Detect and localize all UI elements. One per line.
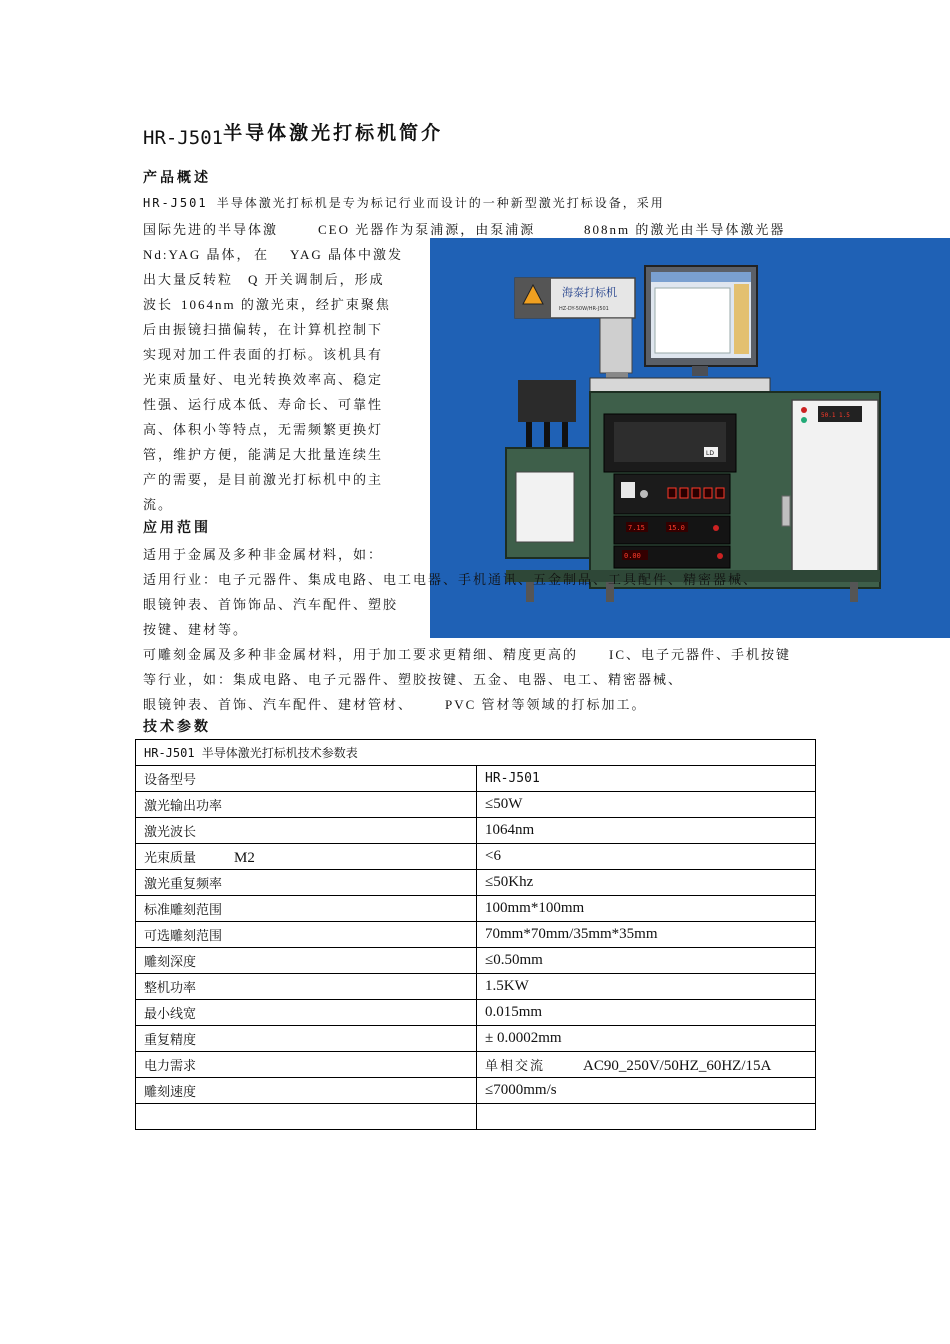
overview-line-2c: YAG 晶体中激发 (290, 247, 403, 262)
spec-value: ≤50W (477, 792, 816, 818)
table-row (136, 1000, 816, 1026)
table-row (136, 1026, 816, 1052)
spec-value: 100mm*100mm (477, 896, 816, 922)
spec-label (136, 1104, 477, 1130)
application-line-3: 按键、建材等。 (143, 623, 249, 638)
overview-heading: 产品概述 (143, 170, 211, 186)
spec-label: 激光重复频率 (136, 870, 477, 896)
readout-3: 0.00 (624, 552, 641, 560)
panel-brand-label: 海泰打标机 (562, 286, 617, 299)
overview-line-1c: 808nm 的激光由半导体激光器 (584, 222, 786, 237)
spec-label: 设备型号 (136, 766, 477, 792)
overview-line-4a: 波长 (143, 298, 174, 313)
spec-value: 1064nm (477, 818, 816, 844)
spec-label: 电力需求 (136, 1052, 477, 1078)
readout-1: 7.15 (628, 524, 645, 532)
spec-value: HR-J501 (477, 766, 816, 792)
spec-label-suffix: M2 (234, 849, 255, 866)
table-row (136, 766, 816, 792)
table-row (136, 1052, 816, 1078)
table-row (136, 974, 816, 1000)
document-title (143, 118, 444, 149)
overview-line-2a: Nd:YAG 晶体， (143, 247, 252, 262)
spec-value: <6 (477, 844, 816, 870)
overview-line-2b: 在 (254, 248, 270, 263)
overview-line-9: 高、体积小等特点，无需频繁更换灯 (143, 423, 384, 438)
overview-line-8: 性强、运行成本低、寿命长、可靠性 (143, 398, 384, 413)
overview-line-0: HR-J501 半导体激光打标机是专为标记行业而设计的一种新型激光打标设备，采用 (143, 196, 665, 210)
overview-line-4b: 1064nm 的激光束，经扩束聚焦 (181, 297, 391, 312)
specs-table (135, 739, 816, 1130)
table-title: HR-J501 半导体激光打标机技术参数表 (136, 740, 816, 766)
spec-value: ≤7000mm/s (477, 1078, 816, 1104)
table-row (136, 1078, 816, 1104)
spec-label: 标准雕刻范围 (136, 896, 477, 922)
overview-line-1a: 国际先进的半导体激 (143, 223, 279, 238)
table-row (136, 896, 816, 922)
overview-line-12: 流。 (143, 498, 174, 513)
application-line-0: 适用于金属及多种非金属材料，如： (143, 548, 384, 563)
application-line-5: 等行业，如：集成电路、电子元器件、塑胶按键、五金、电器、电工、精密器械、 (143, 673, 684, 688)
spec-value: 70mm*70mm/35mm*35mm (477, 922, 816, 948)
spec-value-cell (477, 1052, 816, 1078)
application-line-4b: IC、电子元器件、手机按键 (609, 647, 792, 662)
spec-value (477, 1104, 816, 1130)
spec-value-prefix: 单相交流 (485, 1058, 546, 1074)
rack-label: LD (706, 450, 714, 457)
table-title-row (136, 740, 816, 766)
spec-value: 1.5KW (477, 974, 816, 1000)
table-row (136, 922, 816, 948)
table-row (136, 792, 816, 818)
spec-label: 光束质量 (144, 850, 197, 866)
overview-line-10: 管，维护方便，能满足大批量连续生 (143, 448, 384, 463)
readout-2: 15.0 (668, 524, 685, 532)
overview-line-3a: 出大量反转粒 (143, 273, 234, 288)
overview-line-6: 实现对加工件表面的打标。该机具有 (143, 348, 384, 363)
spec-label: 雕刻深度 (136, 948, 477, 974)
table-row (136, 870, 816, 896)
overview-line-1b: CEO 光器作为泵浦源，由泵浦源 (318, 222, 536, 237)
overview-line-5: 后由振镜扫描偏转，在计算机控制下 (143, 323, 384, 338)
spec-label: 重复精度 (136, 1026, 477, 1052)
application-line-4a: 可雕刻金属及多种非金属材料，用于加工要求更精细、精度更高的 (143, 648, 579, 663)
spec-label-cell (136, 844, 477, 870)
spec-value: AC90_250V/50HZ_60HZ/15A (583, 1057, 772, 1074)
application-heading: 应用范围 (143, 520, 211, 536)
panel-model-label: HZ-DY-50W/HR-J501 (559, 306, 609, 312)
table-row (136, 1104, 816, 1130)
spec-value: 0.015mm (477, 1000, 816, 1026)
title-model: HR-J501 (143, 127, 224, 149)
spec-label: 激光波长 (136, 818, 477, 844)
application-line-1a: 适用行业： (143, 573, 219, 588)
spec-value: ≤50Khz (477, 870, 816, 896)
application-line-2: 眼镜钟表、首饰饰品、汽车配件、塑胶 (143, 598, 399, 613)
overview-line-3b: Q 开关调制后，形成 (248, 272, 385, 287)
spec-label: 激光输出功率 (136, 792, 477, 818)
title-suffix: 半导体激光打标机简介 (223, 122, 444, 144)
params-heading: 技术参数 (143, 719, 211, 735)
readout-4: 50.1 1.5 (821, 412, 850, 419)
spec-value: ≤0.50mm (477, 948, 816, 974)
table-row (136, 818, 816, 844)
overview-line-11: 产的需要，是目前激光打标机中的主 (143, 473, 384, 488)
overview-line-7: 光束质量好、电光转换效率高、稳定 (143, 373, 384, 388)
application-line-6a: 眼镜钟表、首饰、汽车配件、建材管材、 (143, 698, 414, 713)
spec-label: 整机功率 (136, 974, 477, 1000)
spec-label: 可选雕刻范围 (136, 922, 477, 948)
spec-label: 雕刻速度 (136, 1078, 477, 1104)
spec-value: ± 0.0002mm (477, 1026, 816, 1052)
table-row (136, 948, 816, 974)
application-line-1b: 电子元器件、集成电路、电工电器、手机通讯、五金制品、工具配件、精密器械、 (218, 573, 759, 588)
table-row (136, 844, 816, 870)
application-line-6b: PVC 管材等领域的打标加工。 (445, 697, 647, 712)
spec-label: 最小线宽 (136, 1000, 477, 1026)
